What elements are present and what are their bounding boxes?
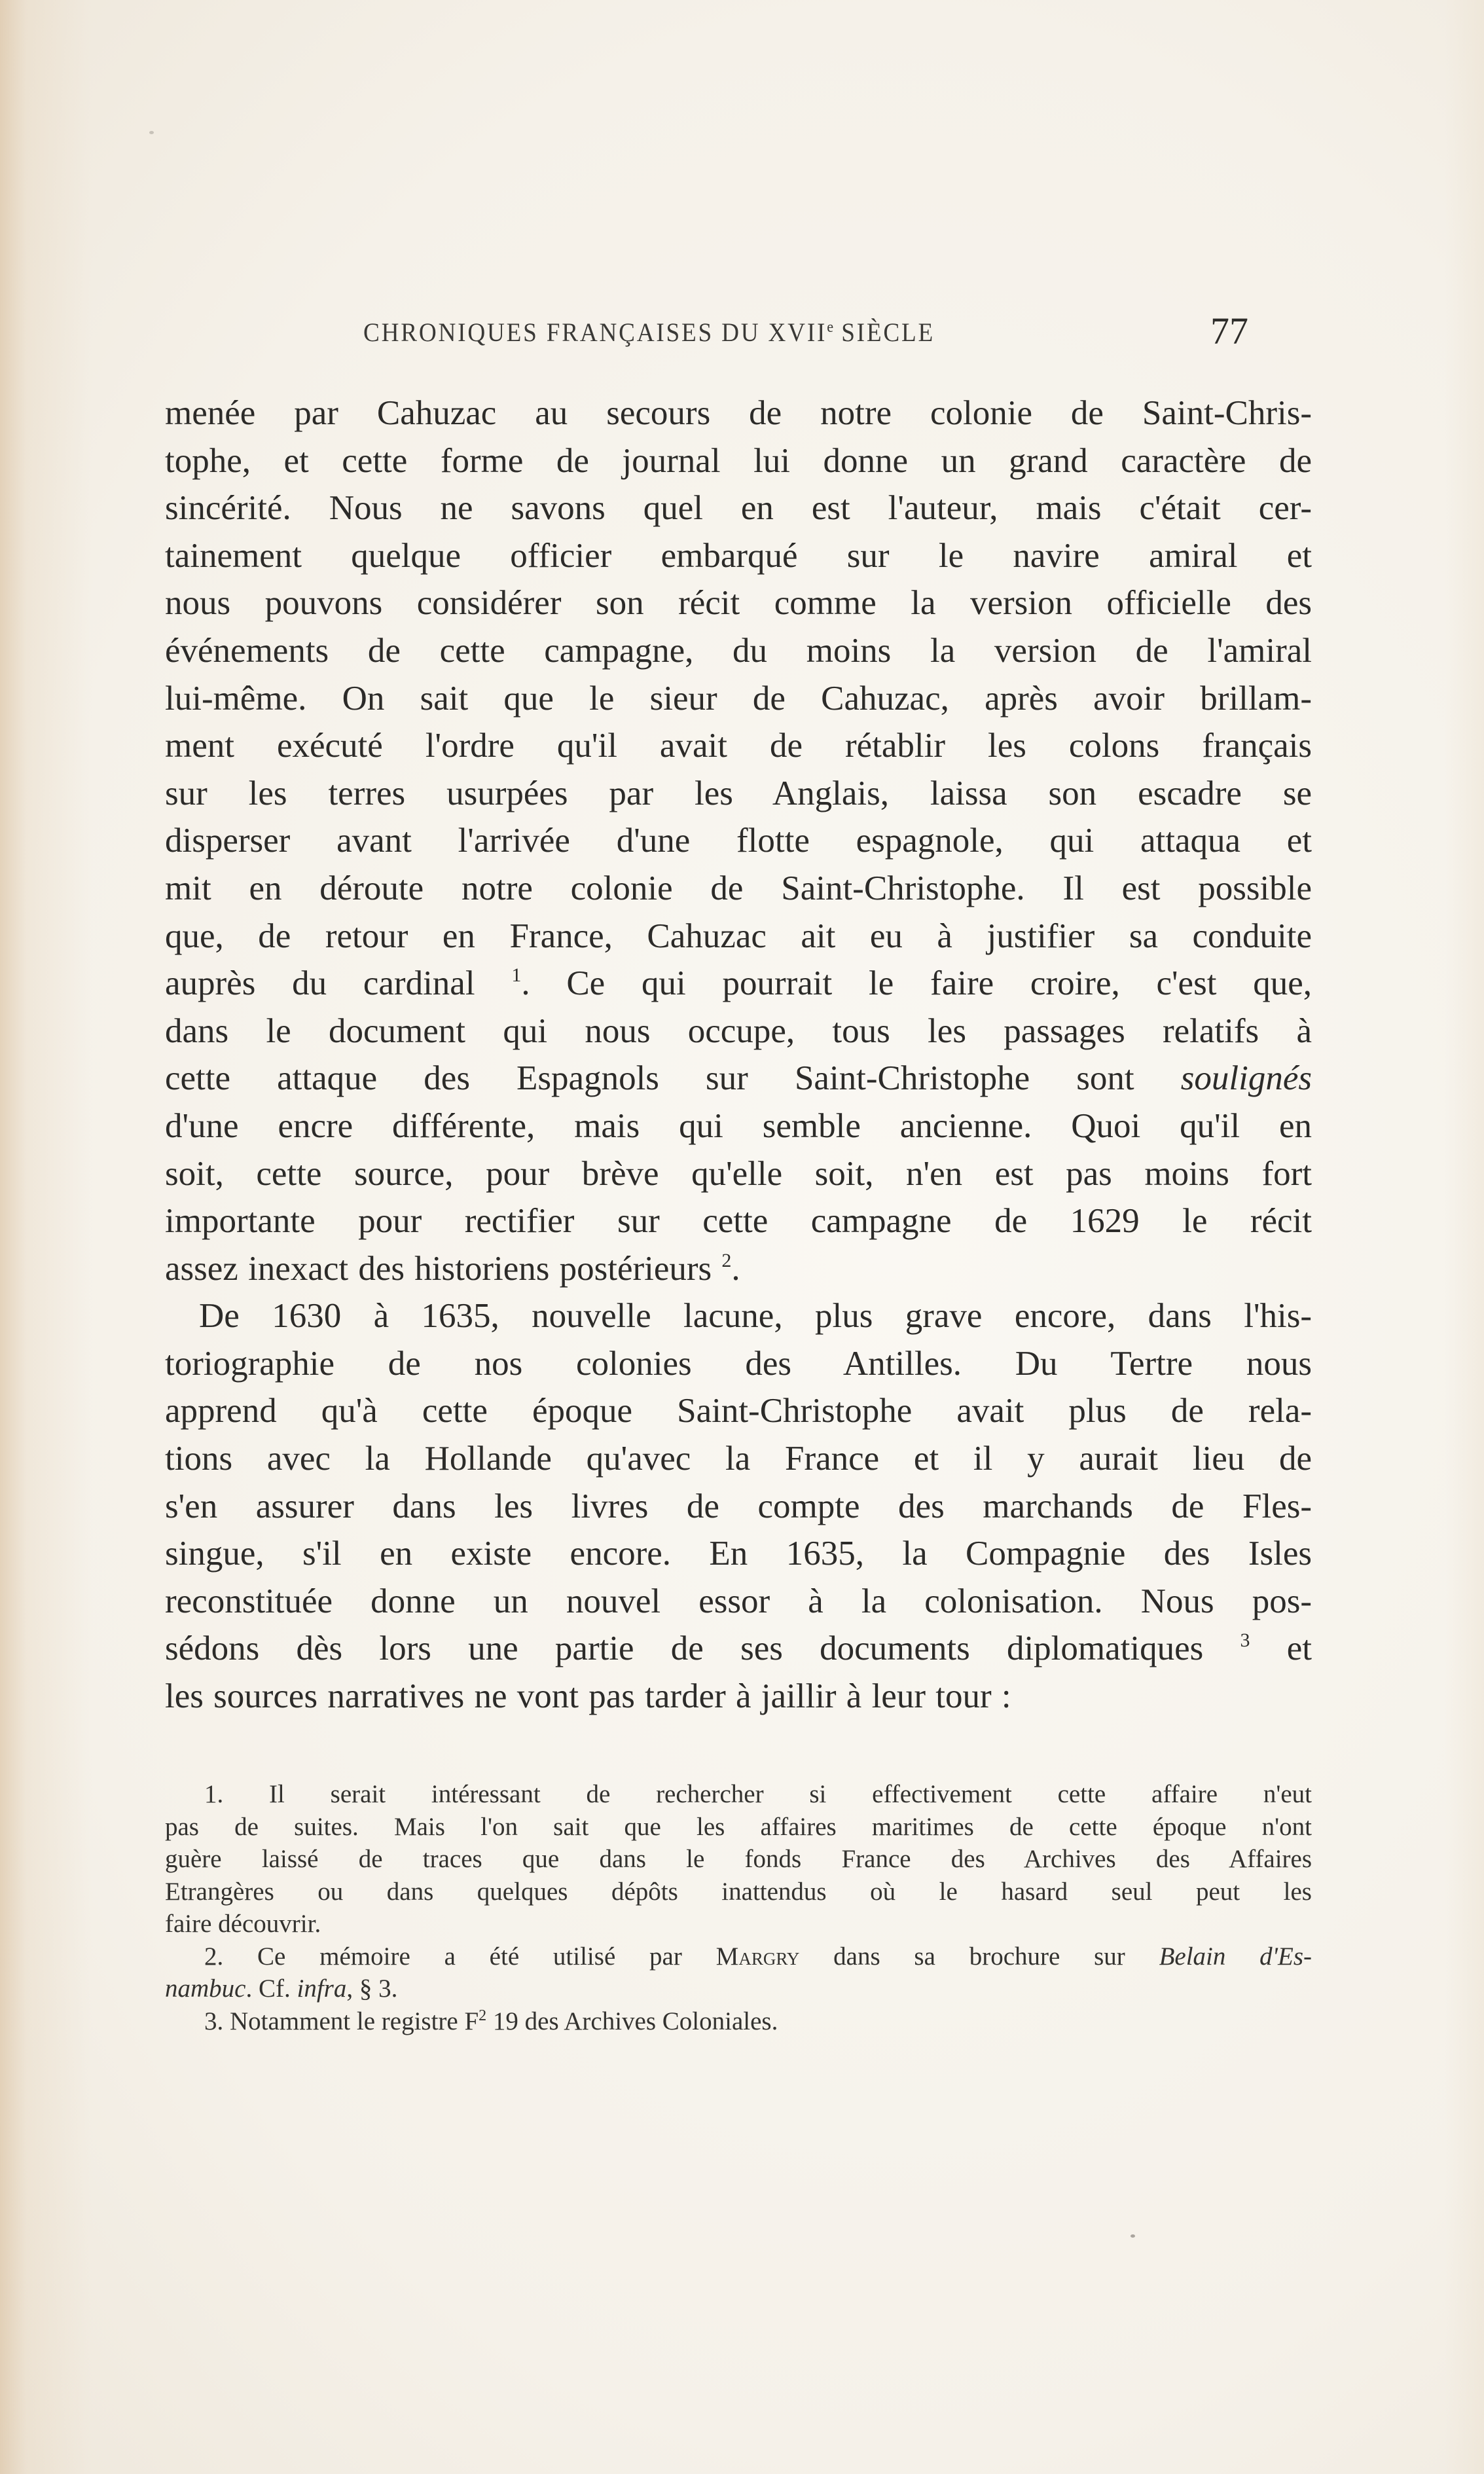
footnote-line: faire découvrir. bbox=[165, 1910, 321, 1938]
text-line bbox=[165, 1055, 1312, 1102]
footnote-2 bbox=[165, 1940, 1312, 2005]
superscript: 2 bbox=[479, 2007, 487, 2024]
text-line: événements de cette campagne, du moins la version de l'amiral bbox=[165, 631, 1312, 670]
footnote-text: . Cf. bbox=[245, 1974, 297, 2003]
text-line: que, de retour en France, Cahuzac ait eu à justifier sa conduite bbox=[165, 917, 1312, 955]
footnote-line bbox=[165, 1973, 1312, 2005]
running-title-tail: SIÈCLE bbox=[833, 318, 935, 347]
text-line: importante pour rectifier sur cette campagne de 1629 le récit bbox=[165, 1202, 1312, 1241]
footnote-text: Il serait intéressant de rechercher si effectivement cette affaire n'eut bbox=[269, 1780, 1312, 1808]
footnote-text: , § 3. bbox=[346, 1974, 398, 2003]
paper-speck bbox=[1131, 2234, 1135, 2238]
text-line: d'une encre différente, mais qui semble ancienne. Quoi qu'il en bbox=[165, 1106, 1312, 1145]
footnote-line: Etrangères ou dans quelques dépôts inattendus où le hasard seul peut les bbox=[165, 1877, 1312, 1906]
footnote-text: dans sa brochure sur bbox=[799, 1942, 1159, 1971]
footnote-1 bbox=[165, 1778, 1312, 1940]
text-line: ment exécuté l'ordre qu'il avait de rétablir les colons français bbox=[165, 727, 1312, 765]
text-line bbox=[165, 960, 1312, 1008]
text-line bbox=[165, 1625, 1312, 1673]
text-line: soit, cette source, pour brève qu'elle soit, n'en est pas moins fort bbox=[165, 1154, 1312, 1193]
text-line: sincérité. Nous ne savons quel en est l'auteur, mais c'était cer- bbox=[165, 489, 1312, 528]
text-line: tions avec la Hollande qu'avec la France et il y aurait lieu de bbox=[165, 1440, 1312, 1478]
text-line: lui-même. On sait que le sieur de Cahuzac, après avoir brillam- bbox=[165, 679, 1312, 718]
footnote-line bbox=[165, 2005, 1312, 2038]
running-title-superscript: e bbox=[827, 319, 834, 336]
text-line: dans le document qui nous occupe, tous les passages relatifs à bbox=[165, 1011, 1312, 1050]
paragraph-start-line: De 1630 à 1635, nouvelle lacune, plus grave encore, dans l'his- bbox=[199, 1297, 1312, 1336]
text-line: tainement quelque officier embarqué sur le navire amiral et bbox=[165, 536, 1312, 575]
footnote-line: pas de suites. Mais l'on sait que les affaires maritimes de cette époque n'ont bbox=[165, 1812, 1312, 1841]
italic-word: soulignés bbox=[1180, 1059, 1312, 1098]
footnotes bbox=[165, 1778, 1312, 2037]
text-line: les sources narratives ne vont pas tarder à jaillir à leur tour : bbox=[165, 1677, 1011, 1716]
text-fragment: cette attaque des Espagnols sur Saint-Christophe sont bbox=[165, 1059, 1181, 1098]
paper-speck bbox=[149, 131, 154, 134]
footnote-ref-3[interactable]: 3 bbox=[1240, 1629, 1250, 1652]
running-title-main: CHRONIQUES FRANÇAISES DU XVII bbox=[363, 318, 827, 347]
running-title bbox=[363, 317, 935, 348]
book-title: Belain d'Es- bbox=[1159, 1942, 1312, 1971]
text-line: singue, s'il en existe encore. En 1635, la Compagnie des Isles bbox=[165, 1535, 1312, 1573]
footnote-number: 1. bbox=[204, 1780, 224, 1808]
text-line: disperser avant l'arrivée d'une flotte espagnole, qui attaqua et bbox=[165, 822, 1312, 860]
footnote-ref-1[interactable]: 1 bbox=[511, 964, 522, 987]
text-line: sur les terres usurpées par les Anglais, laissa son escadre se bbox=[165, 774, 1312, 812]
author-name: Margry bbox=[715, 1942, 800, 1971]
text-line: apprend qu'à cette époque Saint-Christophe avait plus de rela- bbox=[165, 1392, 1312, 1430]
text-fragment: sédons dès lors une partie de ses documents diplomatiques bbox=[165, 1629, 1240, 1668]
text-fragment: . bbox=[731, 1249, 740, 1288]
book-title: nambuc bbox=[165, 1974, 246, 2003]
footnote-number: 2. bbox=[204, 1942, 224, 1971]
text-line: reconstituée donne un nouvel essor à la colonisation. Nous pos- bbox=[165, 1582, 1312, 1620]
text-fragment: assez inexact des historiens postérieurs bbox=[165, 1249, 722, 1288]
text-line bbox=[165, 1245, 1312, 1293]
text-fragment: auprès du cardinal bbox=[165, 964, 512, 1003]
footnote-line bbox=[165, 1778, 1312, 1811]
text-line: toriographie de nos colonies des Antilles. Du Tertre nous bbox=[165, 1344, 1312, 1383]
footnote-ref-2[interactable]: 2 bbox=[721, 1249, 732, 1271]
text-line: mit en déroute notre colonie de Saint-Christophe. Il est possible bbox=[165, 869, 1312, 907]
text-line: tophe, et cette forme de journal lui donne un grand caractère de bbox=[165, 441, 1312, 480]
text-line: menée par Cahuzac au secours de notre colonie de Saint-Chris- bbox=[165, 394, 1312, 432]
footnote-line: guère laissé de traces que dans le fonds France des Archives des Affaires bbox=[165, 1845, 1312, 1873]
body-text bbox=[165, 390, 1312, 1720]
footnote-line bbox=[165, 1940, 1312, 1973]
text-line: nous pouvons considérer son récit comme la version officielle des bbox=[165, 584, 1312, 623]
text-fragment: . Ce qui pourrait le faire croire, c'est que, bbox=[521, 964, 1312, 1003]
text-fragment: et bbox=[1250, 1629, 1312, 1668]
footnote-text: 19 des Archives Coloniales. bbox=[486, 2007, 778, 2035]
text-line: s'en assurer dans les livres de compte des marchands de Fles- bbox=[165, 1487, 1312, 1525]
footnote-text: Ce mémoire a été utilisé par bbox=[257, 1942, 716, 1971]
page-number: 77 bbox=[1210, 310, 1248, 352]
footnote-number: 3. bbox=[204, 2007, 224, 2035]
cross-reference: infra bbox=[297, 1974, 347, 2003]
footnote-text: Notamment le registre F bbox=[230, 2007, 479, 2035]
running-header bbox=[363, 312, 1254, 357]
footnote-3 bbox=[165, 2005, 1312, 2038]
